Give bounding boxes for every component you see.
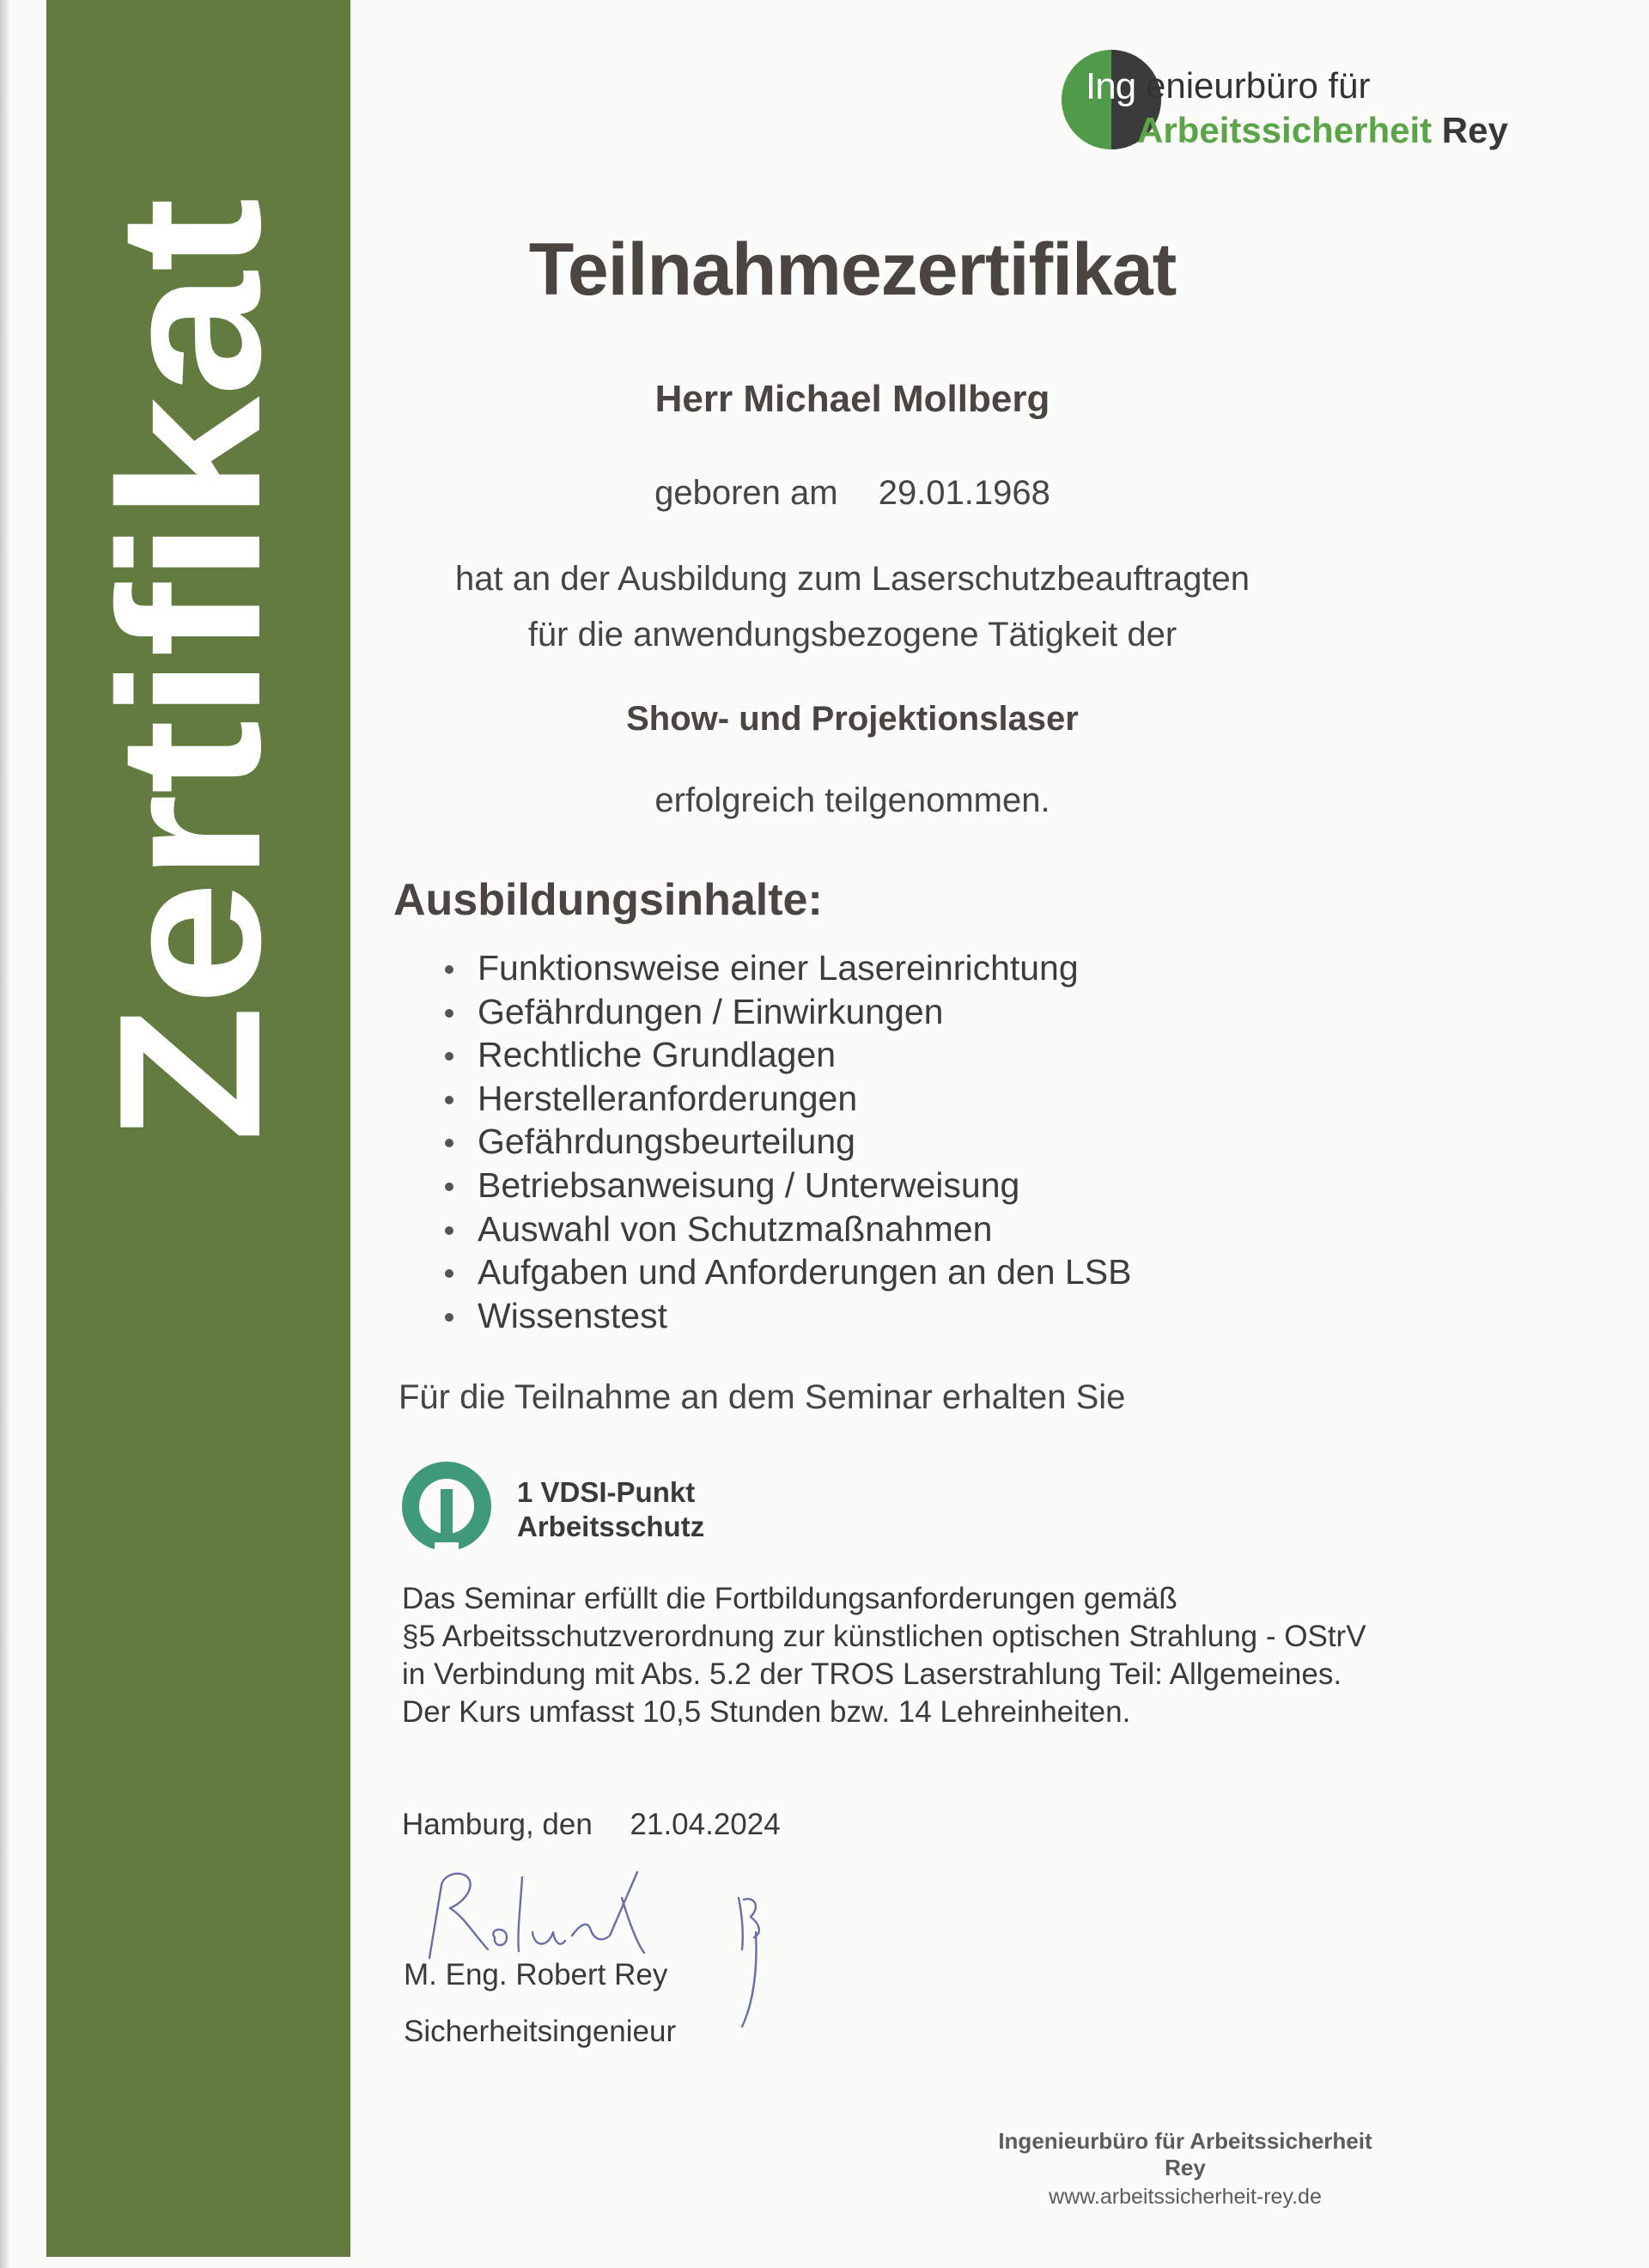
side-band-label bbox=[46, 0, 350, 1374]
place-label: Hamburg, den bbox=[402, 1808, 593, 1841]
list-item: Funktionsweise einer Lasereinrichtung bbox=[440, 946, 1131, 990]
signer-role: Sicherheitsingenieur bbox=[404, 2015, 677, 2048]
list-item: Rechtliche Grundlagen bbox=[440, 1033, 1131, 1077]
statement-line-1: hat an der Ausbildung zum Laserschutzbeauftragten bbox=[454, 560, 1250, 598]
birth-label: geboren am bbox=[654, 474, 838, 512]
footer bbox=[988, 2128, 1383, 2210]
list-item: Auswahl von Schutzmaßnahmen bbox=[440, 1207, 1131, 1251]
issue-date: 21.04.2024 bbox=[630, 1808, 781, 1841]
birth-date-line bbox=[378, 474, 1327, 513]
signer-name: M. Eng. Robert Rey bbox=[404, 1958, 668, 1991]
contents-heading: Ausbildungsinhalte: bbox=[393, 875, 823, 925]
page-edge-shadow bbox=[0, 0, 10, 2268]
list-item: Betriebsanweisung / Unterweisung bbox=[440, 1164, 1131, 1207]
certificate-title: Teilnahmezertifikat bbox=[528, 228, 1177, 311]
fulfilment-paragraph bbox=[402, 1580, 1366, 1731]
participant-name: Herr Michael Mollberg bbox=[654, 378, 1050, 420]
seminar-credit-intro: Für die Teilnahme an dem Seminar erhalten Sie bbox=[399, 1378, 1126, 1416]
list-item: Herstelleranforderungen bbox=[440, 1077, 1131, 1121]
list-item: Aufgaben und Anforderungen an den LSB bbox=[440, 1250, 1131, 1294]
footer-website: www.arbeitssicherheit-rey.de bbox=[1049, 2185, 1322, 2209]
birth-date: 29.01.1968 bbox=[878, 474, 1050, 512]
statement-line-3: erfolgreich teilgenommen. bbox=[654, 781, 1050, 819]
fulfilment-line: in Verbindung mit Abs. 5.2 der TROS Laserstrahlung Teil: Allgemeines. bbox=[402, 1657, 1342, 1691]
list-item: Wissenstest bbox=[440, 1294, 1131, 1338]
side-band-text: Zertifikat bbox=[76, 289, 302, 1142]
vdsi-logo-icon bbox=[400, 1460, 493, 1553]
vdsi-credit bbox=[517, 1475, 704, 1544]
logo-ing: Ing bbox=[1086, 65, 1136, 107]
fulfilment-line: Das Seminar erfüllt die Fortbildungsanforderungen gemäß bbox=[402, 1582, 1177, 1615]
statement-line-2: für die anwendungsbezogene Tätigkeit der bbox=[527, 616, 1177, 654]
handwritten-signature bbox=[412, 1846, 790, 2035]
list-item: Gefährdungsbeurteilung bbox=[440, 1120, 1131, 1164]
vdsi-points: 1 VDSI-Punkt bbox=[517, 1476, 696, 1508]
logo-line1: enieurbüro für bbox=[1146, 65, 1371, 106]
vdsi-category: Arbeitsschutz bbox=[517, 1511, 705, 1542]
laser-specialty: Show- und Projektionslaser bbox=[626, 700, 1079, 738]
place-and-date bbox=[402, 1808, 781, 1842]
fulfilment-line: §5 Arbeitsschutzverordnung zur künstlichen optischen Strahlung - OStrV bbox=[402, 1620, 1366, 1653]
company-logo bbox=[1062, 50, 1577, 153]
logo-line2 bbox=[1137, 110, 1508, 151]
footer-company: Ingenieurbüro für Arbeitssicherheit Rey bbox=[998, 2128, 1372, 2180]
contents-list bbox=[440, 946, 1131, 1337]
logo-line2-dark: Rey bbox=[1441, 110, 1508, 150]
list-item: Gefährdungen / Einwirkungen bbox=[440, 990, 1131, 1034]
fulfilment-line: Der Kurs umfasst 10,5 Stunden bzw. 14 Lehreinheiten. bbox=[402, 1695, 1131, 1729]
logo-line2-green: Arbeitssicherheit bbox=[1137, 110, 1433, 150]
